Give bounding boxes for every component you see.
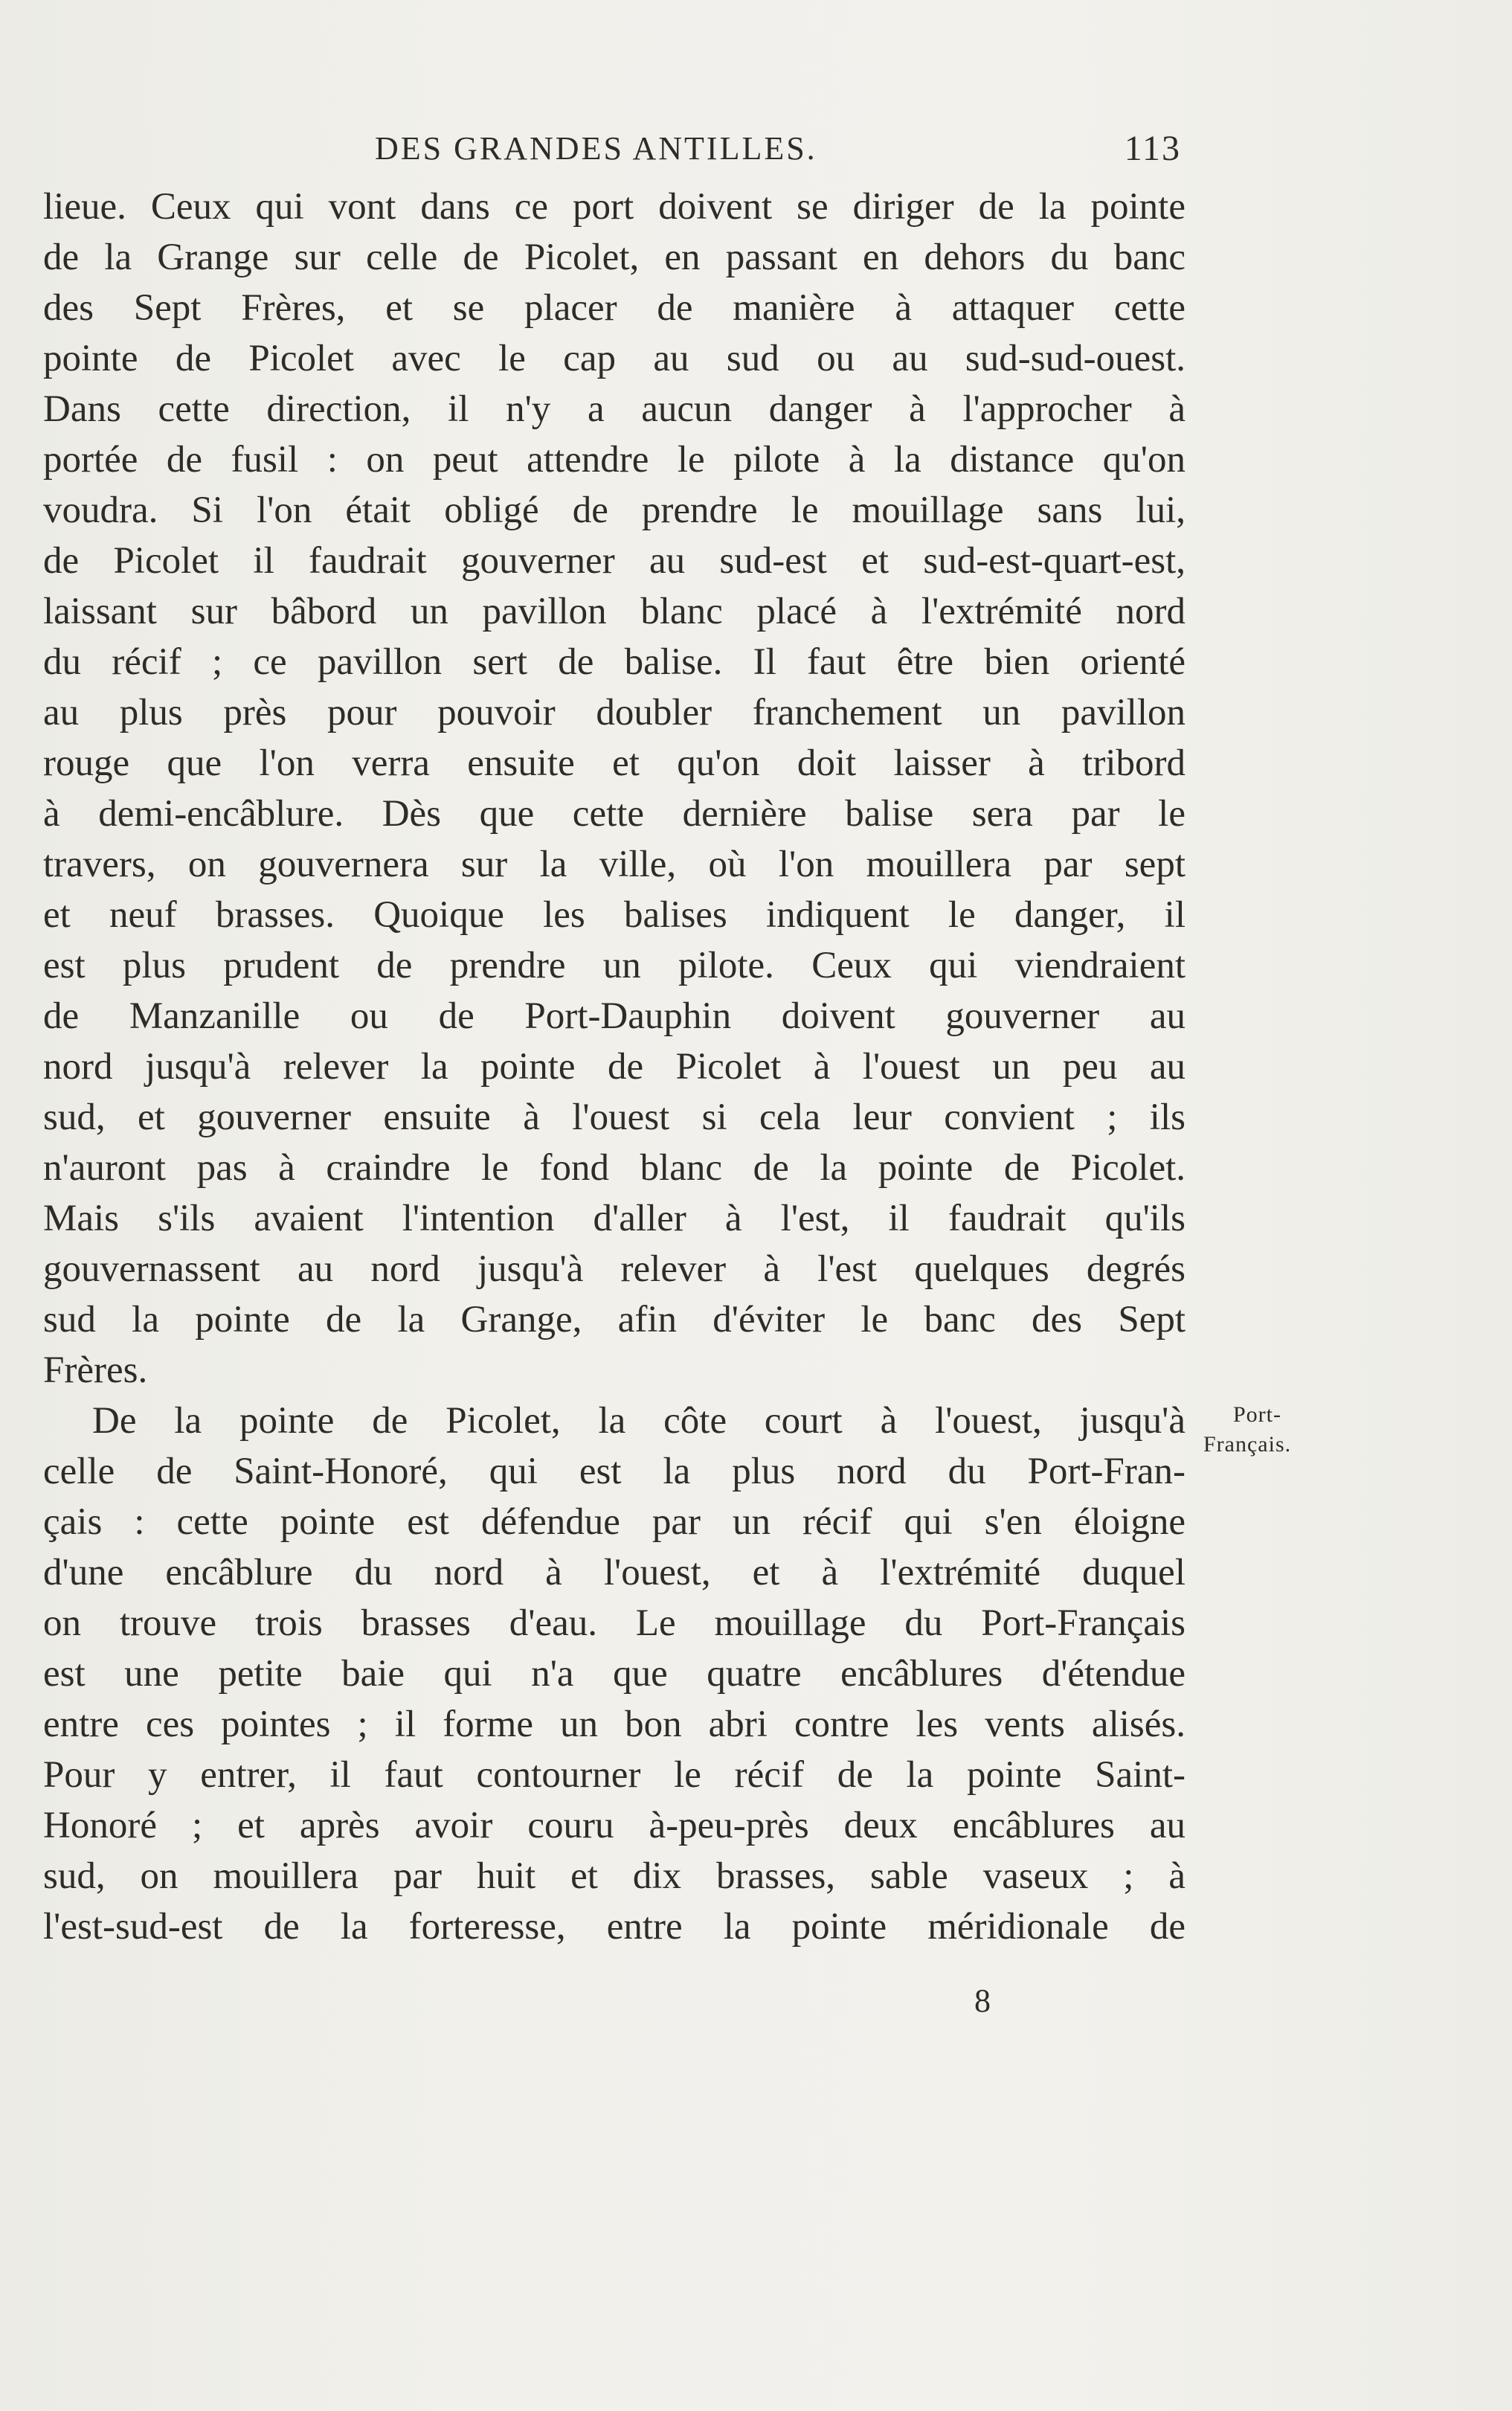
page-header bbox=[43, 125, 1181, 173]
text-line: au plus près pour pouvoir doubler franchement un pavillon bbox=[43, 692, 1186, 733]
text-line: pointe de Picolet avec le cap au sud ou au sud-sud-ouest. bbox=[43, 338, 1186, 379]
text-line: Pour y entrer, il faut contourner le récif de la pointe Saint- bbox=[43, 1754, 1186, 1796]
text-line: Frères. bbox=[43, 1349, 148, 1391]
text-line: de Manzanille ou de Port-Dauphin doivent gouverner au bbox=[43, 995, 1186, 1037]
text-line: on trouve trois brasses d'eau. Le mouillage du Port-Français bbox=[43, 1602, 1186, 1644]
text-line: d'une encâblure du nord à l'ouest, et à l'extrémité duquel bbox=[43, 1552, 1186, 1593]
body-text bbox=[43, 182, 1186, 1952]
margin-note bbox=[1203, 1400, 1330, 1460]
text-line: l'est-sud-est de la forteresse, entre la pointe méridionale de bbox=[43, 1906, 1186, 1948]
text-line: Dans cette direction, il n'y a aucun danger à l'approcher à bbox=[43, 388, 1186, 430]
text-line: et neuf brasses. Quoique les balises indiquent le danger, il bbox=[43, 894, 1186, 936]
text-line: voudra. Si l'on était obligé de prendre le mouillage sans lui, bbox=[43, 489, 1186, 531]
text-line: est plus prudent de prendre un pilote. Ceux qui viendraient bbox=[43, 945, 1186, 986]
text-line: de la Grange sur celle de Picolet, en passant en dehors du banc bbox=[43, 237, 1186, 278]
text-line: sud, et gouverner ensuite à l'ouest si cela leur convient ; ils bbox=[43, 1097, 1186, 1138]
text-line: n'auront pas à craindre le fond blanc de la pointe de Picolet. bbox=[43, 1147, 1186, 1189]
text-line: çais : cette pointe est défendue par un récif qui s'en éloigne bbox=[43, 1501, 1186, 1543]
text-line: entre ces pointes ; il forme un bon abri contre les vents alisés. bbox=[43, 1704, 1186, 1745]
text-line: est une petite baie qui n'a que quatre encâblures d'étendue bbox=[43, 1653, 1186, 1695]
text-line: celle de Saint-Honoré, qui est la plus nord du Port-Fran- bbox=[43, 1451, 1186, 1492]
text-line: nord jusqu'à relever la pointe de Picolet à l'ouest un peu au bbox=[43, 1046, 1186, 1088]
text-line: sud la pointe de la Grange, afin d'éviter le banc des Sept bbox=[43, 1299, 1186, 1341]
text-line: Honoré ; et après avoir couru à-peu-près deux encâblures au bbox=[43, 1805, 1186, 1846]
text-line: travers, on gouvernera sur la ville, où l'on mouillera par sept bbox=[43, 844, 1186, 885]
text-line: laissant sur bâbord un pavillon blanc placé à l'extrémité nord bbox=[43, 591, 1186, 632]
text-line: rouge que l'on verra ensuite et qu'on doit laisser à tribord bbox=[43, 742, 1186, 784]
margin-note-line: Français. bbox=[1203, 1432, 1292, 1457]
text-line: des Sept Frères, et se placer de manière à attaquer cette bbox=[43, 287, 1186, 329]
text-line: portée de fusil : on peut attendre le pilote à la distance qu'on bbox=[43, 439, 1186, 481]
running-title: DES GRANDES ANTILLES. bbox=[375, 130, 817, 167]
text-line: gouvernassent au nord jusqu'à relever à l'est quelques degrés bbox=[43, 1248, 1186, 1290]
page-number: 113 bbox=[1124, 129, 1181, 168]
text-line: De la pointe de Picolet, la côte court à l'ouest, jusqu'à bbox=[92, 1400, 1186, 1442]
signature-mark: 8 bbox=[974, 1983, 991, 2019]
text-line: de Picolet il faudrait gouverner au sud-est et sud-est-quart-est, bbox=[43, 540, 1186, 582]
text-line: du récif ; ce pavillon sert de balise. Il faut être bien orienté bbox=[43, 641, 1186, 683]
text-line: Mais s'ils avaient l'intention d'aller à l'est, il faudrait qu'ils bbox=[43, 1198, 1186, 1239]
text-line: à demi-encâblure. Dès que cette dernière balise sera par le bbox=[43, 793, 1186, 835]
text-line: lieue. Ceux qui vont dans ce port doivent se diriger de la pointe bbox=[43, 186, 1186, 228]
text-line: sud, on mouillera par huit et dix brasses, sable vaseux ; à bbox=[43, 1855, 1186, 1897]
margin-note-line: Port- bbox=[1233, 1402, 1281, 1427]
